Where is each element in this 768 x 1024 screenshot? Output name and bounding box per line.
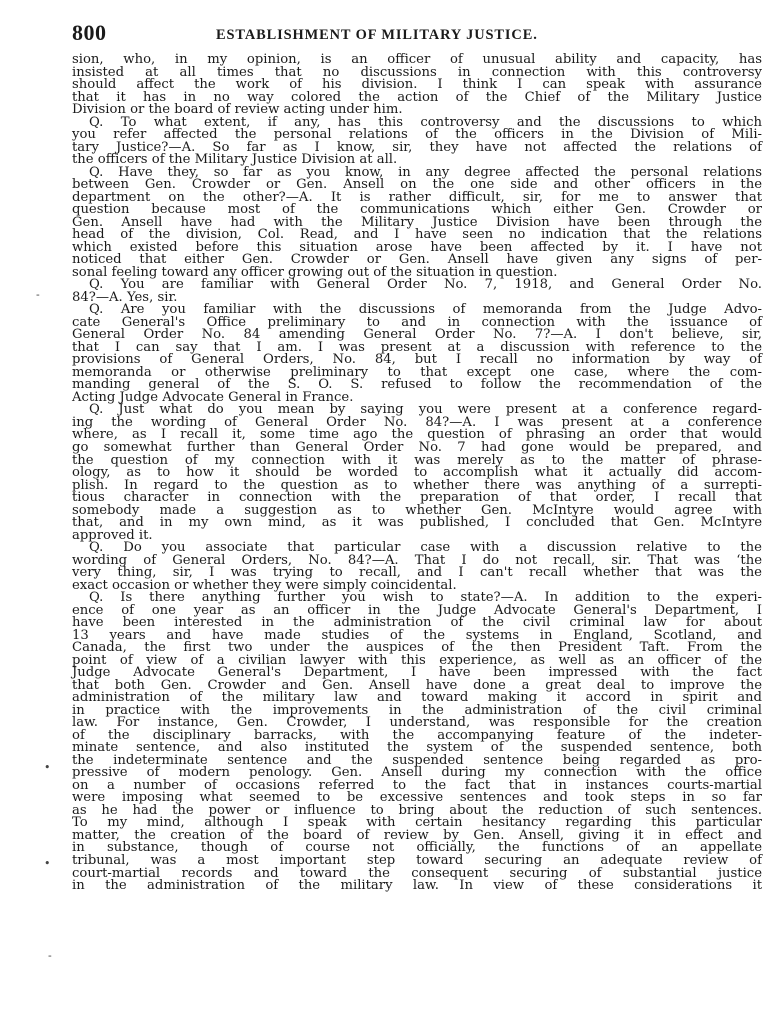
text-line: insisted at all times that no discussions in connection with this controversy xyxy=(72,64,762,80)
text-line: somebody made a suggestion as to whether Gen. McIntyre would agree with xyxy=(72,502,762,518)
running-head: ESTABLISHMENT OF MILITARY JUSTICE. xyxy=(216,27,538,43)
text-line: Acting Judge Advocate General in France. xyxy=(72,389,354,405)
text-line: Q. Is there anything further you wish to state?—A. In addition to the experi- xyxy=(89,590,762,606)
text-line: To my mind, although I speak with certain hesitancy regarding this particular xyxy=(72,815,762,831)
text-line: noticed that either Gen. Crowder or Gen. Ansell have given any signs of per- xyxy=(72,252,762,268)
text-line: you refer affected the personal relations of the officers in the Division of Mili- xyxy=(72,127,762,143)
text-line: of the disciplinary barracks, with the accompanying feature of the indeter- xyxy=(72,727,762,743)
text-line: Q. You are familiar with General Order No. 7, 1918, and General Order No. xyxy=(89,277,762,293)
text-line: matter, the creation of the board of review by Gen. Ansell, giving it in effect and xyxy=(72,827,762,843)
text-line: were imposing what seemed to be excessive sentences and took steps in so far xyxy=(72,790,762,806)
text-line: memoranda or otherwise preliminary to that except one case, where the com- xyxy=(72,364,762,380)
text-line: Division or the board of review acting under him. xyxy=(72,102,403,118)
text-line: 13 years and have made studies of the systems in England, Scotland, and xyxy=(72,627,762,643)
text-line: administration of the military law and toward making it accord in spirit and xyxy=(72,690,762,706)
text-line: where, as I recall it, some time ago the question of phrasing an order that would xyxy=(72,427,762,443)
text-line: that it has in no way colored the action of the Chief of the Military Justice xyxy=(72,89,762,105)
text-line: wording of General Orders, No. 84?—A. That I do not recall, sir. That was ‘the xyxy=(72,552,762,568)
text-line: approved it. xyxy=(72,527,153,543)
text-line: that I can say that I am. I was present at a discussion with reference to the xyxy=(72,339,762,355)
text-line: ence of one year as an officer in the Judge Advocate General's Department, I xyxy=(72,602,762,618)
margin-mark: • xyxy=(44,857,51,870)
text-line: Canada, the first two under the auspices of the then President Taft. From the xyxy=(72,640,762,656)
text-line: between Gen. Crowder or Gen. Ansell on the one side and other officers in the xyxy=(72,177,762,193)
text-line: question because most of the communications which either Gen. Crowder or xyxy=(72,202,762,218)
text-line: Q. Are you familiar with the discussions of memoranda from the Judge Advo- xyxy=(89,302,762,318)
text-line: Q. Have they, so far as you know, in any degree affected the personal relations xyxy=(89,164,762,180)
text-line: General Order No. 84 amending General Order No. 7?—A. I don't believe, sir, xyxy=(72,327,762,343)
text-line: in the administration of the military law. In view of these considerations it xyxy=(72,878,762,894)
page-number: 800 xyxy=(72,20,107,45)
text-line: provisions of General Orders, No. 84, but I recall no information by way of xyxy=(72,352,762,368)
text-line: Q. Do you associate that particular case with a discussion relative to the xyxy=(89,540,762,556)
text-line: minate sentence, and also instituted the system of the suspended sentence, both xyxy=(72,740,762,756)
text-line: Q. To what extent, if any, has this controversy and the discussions to which xyxy=(89,114,762,130)
text-line: manding general of the S. O. S. refused to follow the recommendation of the xyxy=(72,377,762,393)
text-line: in practice with the improvements in the administration of the civil criminal xyxy=(72,702,762,718)
text-line: pressive of modern penology. Gen. Ansell during my connection with the office xyxy=(72,765,762,781)
body-text xyxy=(72,54,762,893)
text-line: court-martial records and toward the consequent securing of substantial justice xyxy=(72,865,762,881)
text-line: go somewhat further than General Order No. 7 had gone would be prepared, and xyxy=(72,439,762,455)
text-line: sonal feeling toward any officer growing out of the situation in question. xyxy=(72,264,558,280)
text-line: as he had the power or influence to bring about the reduction of such sentences. xyxy=(72,802,762,818)
text-line: exact occasion or whether they were simply coincidental. xyxy=(72,577,457,593)
text-line: ing the wording of General Order No. 84?—A. I was present at a conference xyxy=(72,414,762,430)
text-line: on a number of occasions referred to the fact that in instances courts-martial xyxy=(72,777,762,793)
text-line: head of the division, Col. Read, and I have seen no indication that the relations xyxy=(72,227,762,243)
text-line: tary Justice?—A. So far as I know, sir, they have not affected the relations of xyxy=(72,139,762,155)
text-line: point of view of a civilian lawyer with this experience, as well as an officer of the xyxy=(72,652,762,668)
text-line: the question of my connection with it was merely as to the matter of phrase- xyxy=(72,452,762,468)
text-line: sion, who, in my opinion, is an officer of unusual ability and capacity, has xyxy=(72,52,762,67)
page-header xyxy=(72,20,762,50)
text-line: ology, as to how it should be worded to accomplish what it actually did accom- xyxy=(72,465,762,481)
text-line: department on the other?—A. It is rather difficult, sir, for me to answer that xyxy=(72,189,762,205)
text-line: which existed before this situation arose have been affected by it. I have not xyxy=(72,239,762,255)
text-line: that, and in my own mind, as it was published, I concluded that Gen. McIntyre xyxy=(72,515,762,531)
margin-mark: - xyxy=(36,288,40,301)
text-line: the indeterminate sentence and the suspended sentence being regarded as pro- xyxy=(72,752,762,768)
text-line: in substance, though of course not officially, the functions of an appellate xyxy=(72,840,762,856)
text-line: very thing, sir, I was trying to recall, and I can't recall whether that was the xyxy=(72,565,762,581)
text-line: tious character in connection with the preparation of that order, I recall that xyxy=(72,490,762,506)
margin-mark: - xyxy=(48,949,52,962)
text-line: have been interested in the administration of the civil criminal law for about xyxy=(72,615,762,631)
text-line: cate General's Office preliminary to and in connection with the issuance of xyxy=(72,314,762,330)
text-line: should affect the work of his division. I think I can speak with assurance xyxy=(72,77,762,93)
text-line: Judge Advocate General's Department, I have been impressed with the fact xyxy=(72,665,762,681)
text-line: plish. In regard to the question as to whether there was anything of a surrepti- xyxy=(72,477,762,493)
text-line: Q. Just what do you mean by saying you were present at a conference regard- xyxy=(89,402,762,418)
text-line: that both Gen. Crowder and Gen. Ansell have done a great deal to improve the xyxy=(72,677,762,693)
margin-mark: • xyxy=(44,761,51,774)
text-line: 84?—A. Yes, sir. xyxy=(72,289,178,305)
text-line: Gen. Ansell have had with the Military Justice Division have been through the xyxy=(72,214,762,230)
text-line: tribunal, was a most important step toward securing an adequate review of xyxy=(72,853,762,868)
text-line: the officers of the Military Justice Division at all. xyxy=(72,152,398,168)
text-line: law. For instance, Gen. Crowder, I understand, was responsible for the creation xyxy=(72,715,762,731)
